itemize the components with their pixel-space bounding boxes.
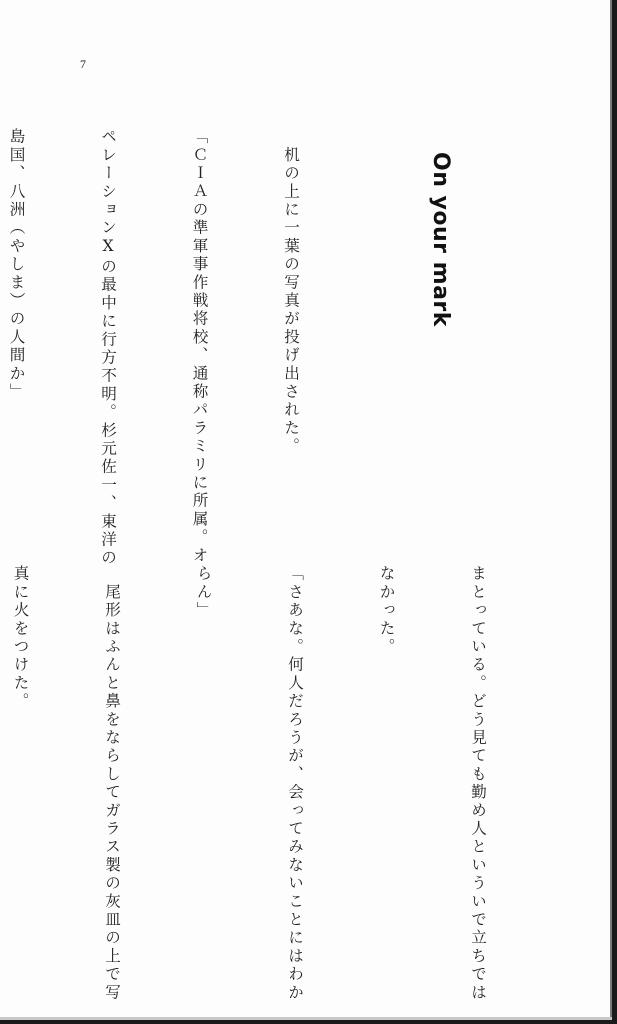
text-line: ペレーションⅩの最中に行方不明。杉元佐一、東洋の bbox=[99, 128, 117, 568]
page-bottom-edge bbox=[0, 1017, 612, 1020]
text-line: 真に火をつけた。 bbox=[11, 565, 30, 711]
text-line: 机の上に一葉の写真が投げ出された。 bbox=[282, 128, 300, 456]
chapter-title: On your mark bbox=[428, 152, 453, 327]
lower-text-block bbox=[0, 565, 554, 1002]
text-line: 「さあな。何人だろうが、会ってみないことにはわか bbox=[286, 565, 304, 1002]
text-line: まとっている。どう見ても勤め人といういで立ちでは bbox=[469, 565, 487, 1002]
text-line: 尾形はふんと鼻をならしてガラス製の灰皿の上で写 bbox=[103, 565, 121, 1002]
text-line: らん」 bbox=[194, 565, 213, 620]
text-line: 「ＣＩＡの準軍事作戦将校、通称パラミリに所属。オ bbox=[190, 128, 209, 565]
text-line: 島国、八洲（やしま）の人間か」 bbox=[7, 128, 26, 401]
page-number: 7 bbox=[80, 57, 86, 71]
upper-text-block bbox=[0, 128, 367, 568]
text-line: なかった。 bbox=[377, 565, 396, 656]
